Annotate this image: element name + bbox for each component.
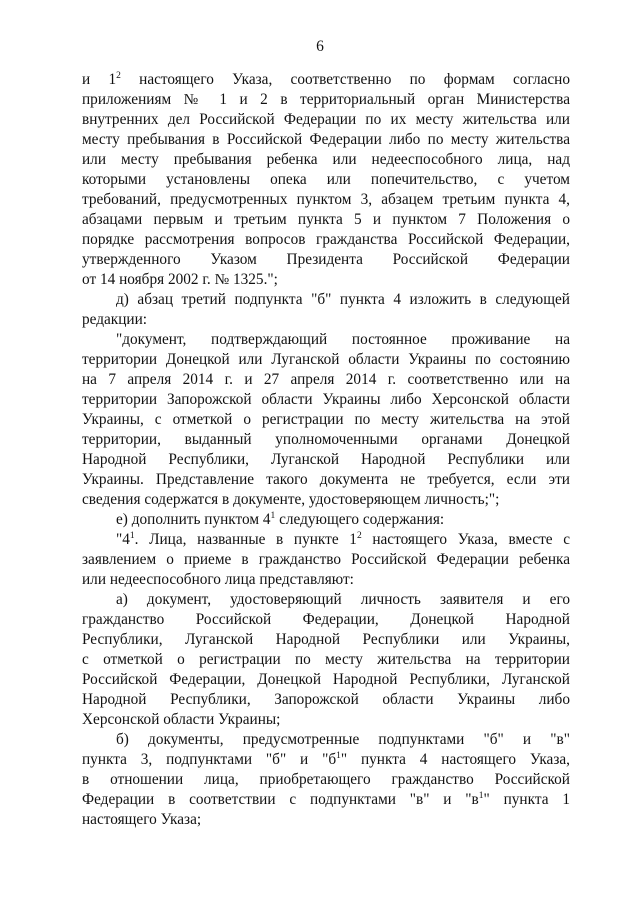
- text-segment: а) документ, удостоверяющий личность заявителя и его: [116, 591, 570, 608]
- text-line: [82, 750, 570, 770]
- superscript: 2: [356, 531, 362, 541]
- text-segment: месту пребывания в Российской Федерации либо по месту жительства: [82, 131, 570, 148]
- text-line: [82, 310, 570, 330]
- text-segment: Украины, с отметкой о регистрации по месту жительства на этой: [82, 411, 570, 428]
- text-line: [82, 570, 570, 590]
- text-segment: Народной Республики, Запорожской области Украины либо: [82, 691, 570, 708]
- text-segment: настоящего Указа;: [82, 811, 202, 828]
- text-segment: е) дополнить пунктом 4: [116, 511, 271, 528]
- text-segment: порядке рассмотрения вопросов гражданства Российской Федерации,: [82, 231, 570, 248]
- text-line: [82, 650, 570, 670]
- text-segment: или недееспособного лица представляют:: [82, 571, 354, 588]
- superscript: 1: [129, 531, 135, 541]
- text-segment: настоящего Указа, вместе с: [361, 531, 571, 548]
- text-line: [82, 450, 570, 470]
- text-line: [82, 490, 570, 510]
- text-line: [82, 390, 570, 410]
- text-segment: пункта 3, подпунктами "б" и "б: [82, 751, 337, 768]
- text-line: [82, 630, 570, 650]
- text-segment: на 7 апреля 2014 г. и 27 апреля 2014 г. соответственно или на: [82, 371, 570, 388]
- text-segment: территории Донецкой или Луганской области Украины по состоянию: [82, 351, 570, 368]
- text-segment: редакции:: [82, 311, 148, 328]
- text-segment: территории Запорожской области Украины либо Херсонской области: [82, 391, 570, 408]
- text-segment: "4: [116, 531, 130, 548]
- text-segment: Украины. Представление такого документа не требуется, если эти: [82, 471, 570, 488]
- text-line: [116, 290, 570, 310]
- text-segment: Российской Федерации, Донецкой Народной Республики, Луганской: [82, 671, 570, 688]
- text-line: [82, 230, 570, 250]
- text-line: [116, 330, 570, 350]
- text-line: [82, 690, 570, 710]
- text-segment: сведения содержатся в документе, удостоверяющем личность;";: [82, 491, 500, 508]
- superscript: 1: [336, 751, 341, 761]
- text-segment: и 1: [82, 71, 117, 88]
- text-line: [82, 350, 570, 370]
- text-segment: Херсонской области Украины;: [82, 711, 281, 728]
- text-segment: абзацами первым и третьим пункта 5 и пунктом 7 Положения о: [82, 211, 570, 228]
- text-line: [82, 210, 570, 230]
- text-segment: в отношении лица, приобретающего гражданство Российской: [82, 771, 570, 788]
- text-segment: " пункта 1: [483, 791, 570, 808]
- text-segment: или месту пребывания ребенка или недееспособного лица, над: [82, 151, 570, 168]
- text-line: [82, 70, 570, 90]
- text-segment: утвержденного Указом Президента Российской Федерации: [82, 251, 570, 268]
- text-line: [82, 150, 570, 170]
- text-segment: которыми установлены опека или попечительство, с учетом: [82, 171, 570, 188]
- text-segment: приложениям № 1 и 2 в территориальный орган Министерства: [82, 91, 570, 108]
- text-segment: требований, предусмотренных пунктом 3, абзацем третьим пункта 4,: [82, 191, 570, 208]
- text-segment: следующего содержания:: [275, 511, 445, 528]
- text-line: [116, 530, 570, 550]
- text-segment: "документ, подтверждающий постоянное проживание на: [116, 331, 570, 348]
- text-line: [82, 710, 570, 730]
- text-line: [82, 110, 570, 130]
- text-line: [82, 470, 570, 490]
- text-segment: заявлением о приеме в гражданство Российской Федерации ребенка: [82, 551, 570, 568]
- superscript: 2: [116, 71, 121, 81]
- text-segment: Федерации в соответствии с подпунктами "в" и "в: [82, 791, 479, 808]
- text-line: [116, 730, 570, 750]
- text-line: [82, 430, 570, 450]
- text-line: [82, 610, 570, 630]
- text-segment: Народной Республики, Луганской Народной Республики или: [82, 451, 570, 468]
- text-segment: гражданство Российской Федерации, Донецкой Народной: [82, 611, 570, 628]
- text-line: [82, 190, 570, 210]
- text-line: [82, 90, 570, 110]
- text-segment: внутренних дел Российской Федерации по их месту жительства или: [82, 111, 570, 128]
- superscript: 1: [478, 791, 484, 801]
- text-segment: " пункта 4 настоящего Указа,: [340, 751, 570, 768]
- text-segment: с отметкой о регистрации по месту жительства на территории: [82, 651, 570, 668]
- text-line: [82, 130, 570, 150]
- text-line: [82, 670, 570, 690]
- text-line: [82, 410, 570, 430]
- text-segment: б) документы, предусмотренные подпунктами "б" и "в": [116, 731, 570, 748]
- text-segment: . Лица, названные в пункте 1: [134, 531, 357, 548]
- text-segment: д) абзац третий подпункта "б" пункта 4 изложить в следующей: [116, 291, 570, 308]
- text-line: [82, 770, 570, 790]
- text-line: [82, 790, 570, 810]
- text-line: [116, 510, 570, 530]
- text-line: [82, 170, 570, 190]
- text-segment: территории, выданный уполномоченными органами Донецкой: [82, 431, 570, 448]
- text-line: [82, 810, 570, 830]
- text-segment: Республики, Луганской Народной Республики или Украины,: [82, 631, 570, 648]
- text-line: [82, 550, 570, 570]
- text-line: [82, 250, 570, 270]
- text-segment: настоящего Указа, соответственно по формам согласно: [120, 71, 570, 88]
- page-number: 6: [316, 38, 324, 55]
- text-line: [116, 590, 570, 610]
- superscript: 1: [270, 511, 276, 521]
- text-line: [82, 270, 570, 290]
- text-segment: от 14 ноября 2002 г. № 1325.";: [82, 271, 278, 288]
- text-line: [82, 370, 570, 390]
